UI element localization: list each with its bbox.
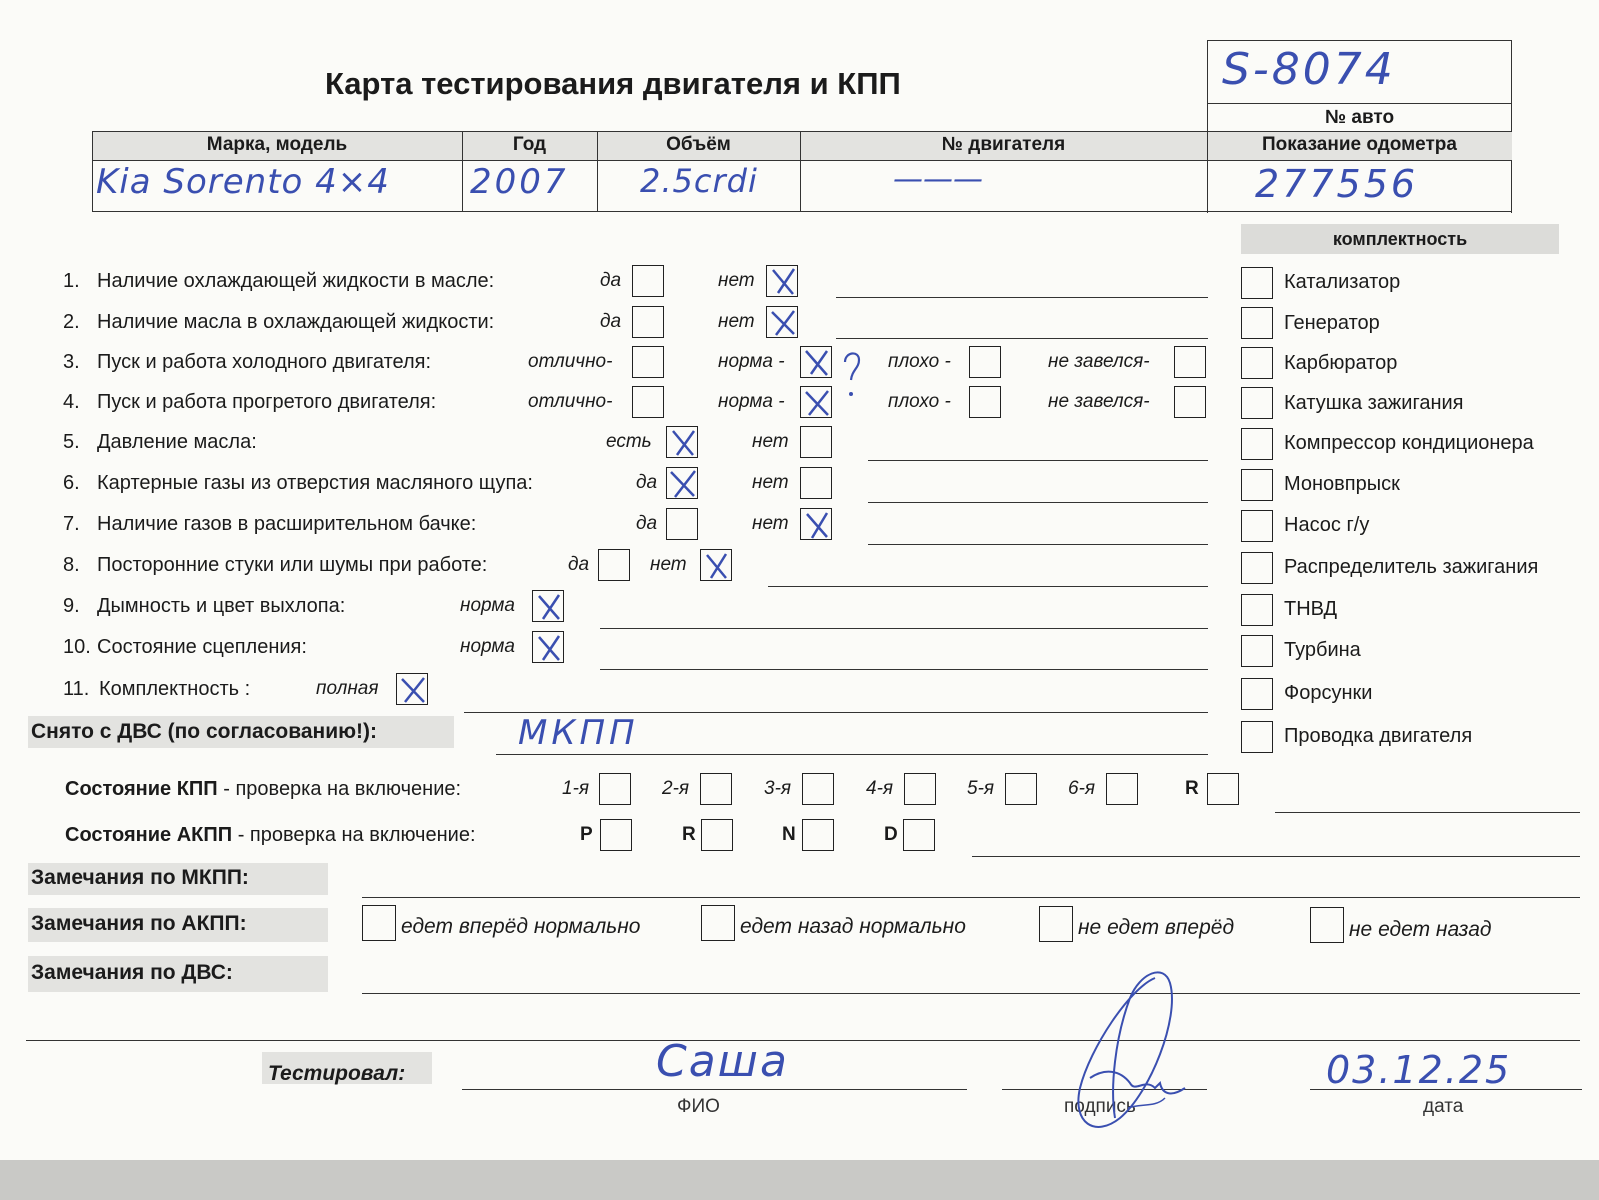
completeness-item: Турбина bbox=[1284, 639, 1361, 661]
checkbox-mode-n[interactable] bbox=[802, 819, 834, 851]
check-mark-x bbox=[800, 386, 834, 420]
notes-line bbox=[600, 628, 1208, 629]
completeness-item: ТНВД bbox=[1284, 598, 1338, 620]
gear-label: 3-я bbox=[764, 778, 792, 799]
checkbox-kompressor[interactable] bbox=[1241, 428, 1273, 460]
question-text: Пуск и работа холодного двигателя: bbox=[97, 351, 432, 373]
option-label: норма - bbox=[718, 351, 785, 372]
kpp-label-bold: Состояние КПП bbox=[65, 778, 218, 800]
checkbox-tnvd[interactable] bbox=[1241, 594, 1273, 626]
checkbox-no-forward[interactable] bbox=[1039, 906, 1073, 942]
option-label: да bbox=[600, 311, 622, 332]
check-mark-x bbox=[700, 549, 734, 583]
checkbox-q5-no[interactable] bbox=[800, 426, 832, 458]
question-text: Наличие масла в охлаждающей жидкости: bbox=[97, 311, 495, 333]
gear-label: 6-я bbox=[1068, 778, 1096, 799]
checkbox-forward-ok[interactable] bbox=[362, 905, 396, 941]
checkbox-karburator[interactable] bbox=[1241, 347, 1273, 379]
fio-caption: ФИО bbox=[677, 1096, 720, 1117]
option-label: не завелся- bbox=[1048, 391, 1150, 412]
check-mark-x bbox=[532, 590, 566, 624]
checkbox-q7-yes[interactable] bbox=[666, 508, 698, 540]
completeness-item: Карбюратор bbox=[1284, 352, 1398, 374]
odometer-value: 277556 bbox=[1255, 162, 1419, 206]
removed-line bbox=[496, 754, 1208, 755]
gear-label: 2-я bbox=[662, 778, 690, 799]
checkbox-gear-4[interactable] bbox=[904, 773, 936, 805]
question-text: Наличие охлаждающей жидкости в масле: bbox=[97, 270, 495, 292]
akpp-label-rest: - проверка на включение: bbox=[232, 824, 476, 846]
year-value: 2007 bbox=[470, 162, 569, 202]
kpp-notes-line bbox=[1275, 812, 1580, 813]
option-label: норма - bbox=[718, 391, 785, 412]
option-label: да bbox=[636, 513, 658, 534]
check-mark-x bbox=[532, 631, 566, 665]
checkbox-q2-yes[interactable] bbox=[632, 306, 664, 338]
mode-label: D bbox=[884, 824, 898, 845]
notes-line bbox=[600, 669, 1208, 670]
option-label: нет bbox=[752, 513, 789, 534]
removed-label: Снято с ДВС (по согласованию!): bbox=[31, 720, 378, 743]
auto-number-value: S-8074 bbox=[1222, 44, 1396, 95]
fio-line bbox=[462, 1089, 967, 1090]
make-value: Kia Sorento 4×4 bbox=[96, 162, 390, 202]
notes-line bbox=[868, 544, 1208, 545]
checkbox-forsunki[interactable] bbox=[1241, 678, 1273, 710]
checkbox-katalizator[interactable] bbox=[1241, 267, 1273, 299]
page-title: Карта тестирования двигателя и КПП bbox=[325, 66, 901, 101]
notes-line bbox=[836, 338, 1208, 339]
header-box-top-border bbox=[1207, 40, 1512, 41]
question-text: Посторонние стуки или шумы при работе: bbox=[97, 554, 488, 576]
checkbox-gear-6[interactable] bbox=[1106, 773, 1138, 805]
option-label: плохо - bbox=[888, 391, 951, 412]
completeness-item: Генератор bbox=[1284, 312, 1380, 334]
question-number: 3. bbox=[63, 351, 80, 373]
remarks-extra-line bbox=[26, 1040, 1580, 1041]
checkbox-q1-yes[interactable] bbox=[632, 265, 664, 297]
col-volume-header: Объём bbox=[666, 134, 731, 155]
check-mark-x bbox=[766, 306, 800, 340]
question-number: 10. bbox=[63, 636, 91, 658]
notes-line bbox=[836, 297, 1208, 298]
option-label: да bbox=[636, 472, 658, 493]
checkbox-q3-no-start[interactable] bbox=[1174, 346, 1206, 378]
option-label: отлично- bbox=[528, 351, 613, 372]
checkbox-gear-r[interactable] bbox=[1207, 773, 1239, 805]
completeness-item: Насос г/у bbox=[1284, 514, 1370, 536]
notes-line bbox=[868, 502, 1208, 503]
checkbox-gear-3[interactable] bbox=[802, 773, 834, 805]
option-label: нет bbox=[752, 431, 789, 452]
question-number: 2. bbox=[63, 311, 80, 333]
completeness-item: Проводка двигателя bbox=[1284, 725, 1473, 747]
question-text: Дымность и цвет выхлопа: bbox=[97, 595, 346, 617]
volume-value: 2.5crdi bbox=[640, 162, 758, 200]
question-text: Картерные газы из отверстия масляного щупа: bbox=[97, 472, 533, 494]
remarks-akpp-label: Замечания по АКПП: bbox=[31, 912, 247, 935]
option-label: нет bbox=[752, 472, 789, 493]
col-make-header: Марка, модель bbox=[206, 134, 348, 155]
question-number: 5. bbox=[63, 431, 80, 453]
checkbox-mode-p[interactable] bbox=[600, 819, 632, 851]
mode-label: P bbox=[580, 824, 593, 845]
question-number: 4. bbox=[63, 391, 80, 413]
checkbox-gear-1[interactable] bbox=[599, 773, 631, 805]
option-label: нет bbox=[650, 554, 687, 575]
checkbox-q3-bad[interactable] bbox=[969, 346, 1001, 378]
completeness-item: Форсунки bbox=[1284, 682, 1373, 704]
remarks-dvs-label: Замечания по ДВС: bbox=[31, 961, 233, 984]
notes-line bbox=[768, 586, 1208, 587]
question-number: 11. bbox=[63, 678, 90, 700]
akpp-option: не едет вперёд bbox=[1078, 916, 1235, 939]
checkbox-raspredelitel[interactable] bbox=[1241, 552, 1273, 584]
checkbox-q4-excellent[interactable] bbox=[632, 386, 664, 418]
option-label: нет bbox=[718, 311, 755, 332]
checkbox-mode-r[interactable] bbox=[701, 819, 733, 851]
checkbox-katushka[interactable] bbox=[1241, 387, 1273, 419]
completeness-item: Катушка зажигания bbox=[1284, 392, 1464, 414]
option-label: плохо - bbox=[888, 351, 951, 372]
kpp-label-rest: - проверка на включение: bbox=[217, 778, 462, 800]
checkbox-q8-yes[interactable] bbox=[598, 549, 630, 581]
completeness-item: Распределитель зажигания bbox=[1284, 556, 1539, 578]
handwritten-question-mark bbox=[840, 348, 864, 408]
remarks-dvs-line bbox=[362, 993, 1580, 994]
akpp-notes-line bbox=[972, 856, 1580, 857]
gear-label: 4-я bbox=[866, 778, 894, 799]
checkbox-q6-no[interactable] bbox=[800, 467, 832, 499]
question-text: Комплектность : bbox=[99, 678, 251, 700]
checkbox-q4-bad[interactable] bbox=[969, 386, 1001, 418]
question-number: 8. bbox=[63, 554, 80, 576]
check-mark-x bbox=[666, 426, 700, 460]
checkbox-monovprysk[interactable] bbox=[1241, 469, 1273, 501]
option-label: нет bbox=[718, 270, 755, 291]
akpp-label-bold: Состояние АКПП bbox=[65, 824, 233, 846]
table-header-divider bbox=[92, 160, 1512, 161]
question-text: Давление масла: bbox=[97, 431, 257, 453]
auto-number-label: № авто bbox=[1324, 107, 1395, 128]
question-number: 9. bbox=[63, 595, 80, 617]
option-label: отлично- bbox=[528, 391, 613, 412]
checkbox-gear-5[interactable] bbox=[1005, 773, 1037, 805]
odometer-label: Показание одометра bbox=[1262, 134, 1457, 155]
option-label: норма bbox=[460, 595, 515, 616]
tested-by-value: Саша bbox=[656, 1036, 789, 1087]
option-label: да bbox=[568, 554, 590, 575]
gear-label: 5-я bbox=[967, 778, 995, 799]
tested-by-label: Тестировал: bbox=[268, 1062, 406, 1085]
akpp-option: не едет назад bbox=[1349, 918, 1492, 941]
checkbox-nasos[interactable] bbox=[1241, 510, 1273, 542]
col-engine-header: № двигателя bbox=[941, 134, 1066, 155]
date-value: 03.12.25 bbox=[1326, 1048, 1512, 1092]
mode-label: R bbox=[682, 824, 696, 845]
question-text: Пуск и работа прогретого двигателя: bbox=[97, 391, 437, 413]
question-text: Наличие газов в расширительном бачке: bbox=[97, 513, 477, 535]
signature-caption: подпись bbox=[1064, 1096, 1136, 1117]
completeness-item: Компрессор кондиционера bbox=[1284, 432, 1534, 454]
completeness-item: Моновпрыск bbox=[1284, 473, 1400, 495]
remarks-mkpp-label: Замечания по МКПП: bbox=[31, 866, 249, 889]
checkbox-no-backward[interactable] bbox=[1310, 907, 1344, 943]
option-label: да bbox=[600, 270, 622, 291]
check-mark-x bbox=[766, 265, 800, 299]
question-number: 7. bbox=[63, 513, 80, 535]
table-bottom-border bbox=[92, 211, 1512, 212]
check-mark-x bbox=[396, 673, 430, 707]
check-mark-x bbox=[800, 346, 834, 380]
option-label: полная bbox=[316, 678, 379, 699]
gear-label: 1-я bbox=[562, 778, 590, 799]
question-number: 6. bbox=[63, 472, 80, 494]
option-label: норма bbox=[460, 636, 515, 657]
question-number: 1. bbox=[63, 270, 80, 292]
completeness-title: комплектность bbox=[1332, 229, 1468, 249]
question-text: Состояние сцепления: bbox=[97, 636, 307, 658]
signature-drawing bbox=[1060, 958, 1210, 1148]
checkbox-mode-d[interactable] bbox=[903, 819, 935, 851]
completeness-item: Катализатор bbox=[1284, 271, 1401, 293]
check-mark-x bbox=[666, 467, 700, 501]
checkbox-turbina[interactable] bbox=[1241, 635, 1273, 667]
checkbox-generator[interactable] bbox=[1241, 307, 1273, 339]
akpp-label bbox=[65, 824, 476, 847]
akpp-option: едет назад нормально bbox=[740, 915, 966, 938]
removed-value: МКПП bbox=[518, 713, 639, 753]
check-mark-x bbox=[800, 508, 834, 542]
checkbox-q4-no-start[interactable] bbox=[1174, 386, 1206, 418]
akpp-option: едет вперёд нормально bbox=[401, 915, 641, 938]
notes-line bbox=[868, 460, 1208, 461]
checkbox-provodka[interactable] bbox=[1241, 721, 1273, 753]
option-label: есть bbox=[606, 431, 652, 452]
checkbox-backward-ok[interactable] bbox=[701, 905, 735, 941]
checkbox-gear-2[interactable] bbox=[700, 773, 732, 805]
table-top-border bbox=[92, 131, 1512, 132]
option-label: не завелся- bbox=[1048, 351, 1150, 372]
gear-label: R bbox=[1185, 778, 1199, 799]
col-year-header: Год bbox=[512, 134, 547, 155]
engine-value: ——— bbox=[893, 162, 983, 197]
checkbox-q3-excellent[interactable] bbox=[632, 346, 664, 378]
header-box-divider bbox=[1207, 103, 1512, 104]
date-caption: дата bbox=[1423, 1096, 1464, 1117]
mode-label: N bbox=[782, 824, 796, 845]
remarks-mkpp-line bbox=[362, 897, 1580, 898]
kpp-label bbox=[65, 778, 461, 801]
